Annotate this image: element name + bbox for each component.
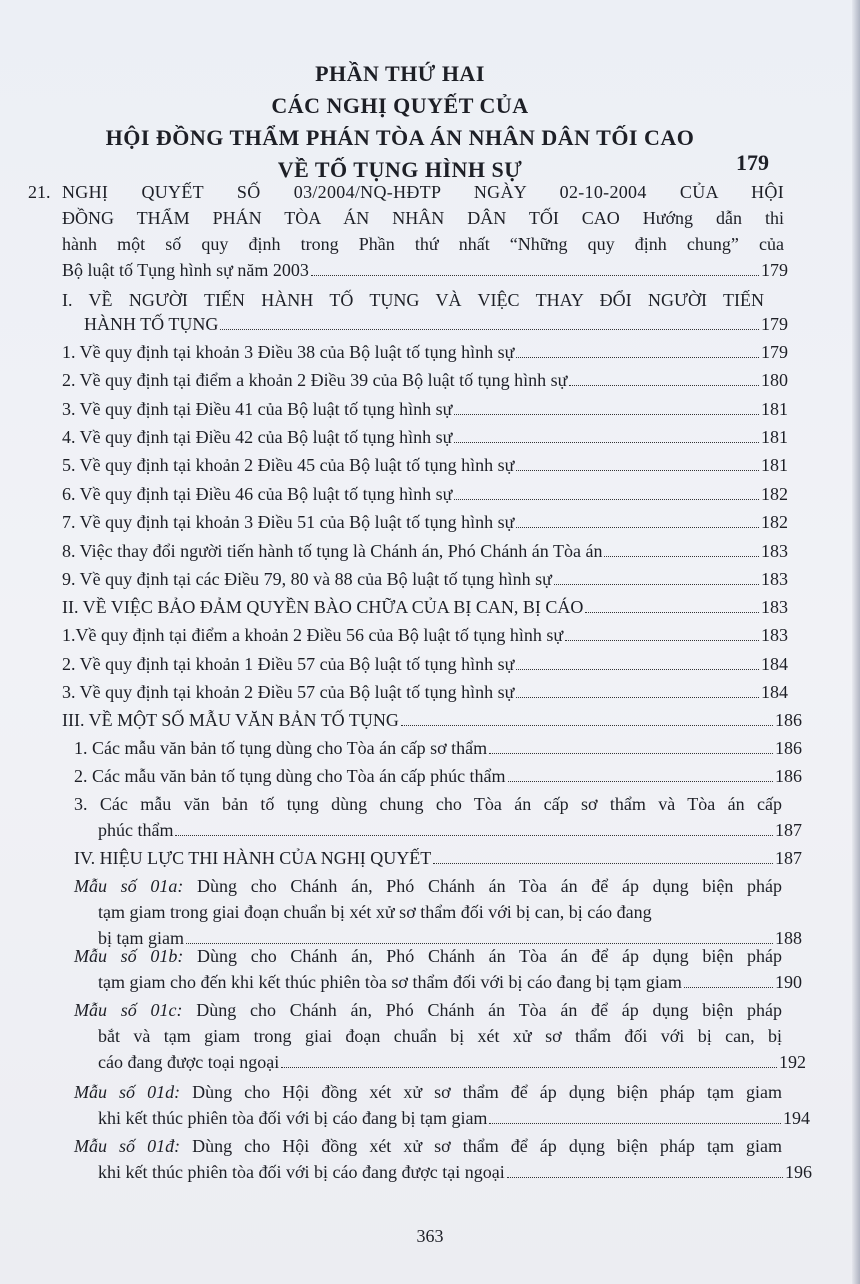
toc-page-number: 181 [761, 455, 788, 475]
toc-entry-text: 9. Về quy định tại các Điều 79, 80 và 88 của Bộ luật tố tụng hình sự [62, 569, 552, 589]
toc-entry-text: HÀNH TỐ TỤNG [84, 314, 219, 334]
toc-page-number: 186 [775, 766, 802, 786]
form-entry-line [98, 900, 802, 925]
form-entry-line: bắt và tạm giam trong giai đoạn chuẩn bị xét xử sơ thẩm đối với bị can, bị [98, 1026, 782, 1046]
toc-page-number: 194 [783, 1108, 810, 1128]
resolution-title-line: hành một số quy định trong Phần thứ nhất “Những quy định chung” của [62, 234, 784, 254]
toc-entry[interactable] [98, 1106, 810, 1131]
toc-entry[interactable] [74, 846, 802, 871]
toc-page-number: 184 [761, 654, 788, 674]
form-entry-line [74, 998, 782, 1023]
toc-entry[interactable] [98, 970, 802, 995]
dot-leader [454, 499, 759, 500]
form-description: Dùng cho Hội đồng xét xử sơ thẩm để áp dụng biện pháp tạm giam [180, 1082, 782, 1102]
resolution-title-line: NGHỊ QUYẾT SỐ 03/2004/NQ-HĐTP NGÀY 02-10-2004 CỦA HỘI [62, 182, 784, 202]
dot-leader [516, 527, 759, 528]
part-title-line: CÁC NGHỊ QUYẾT CỦA [271, 93, 529, 118]
toc-entry[interactable] [62, 623, 788, 648]
toc-entry-text: 1.Về quy định tại điểm a khoản 2 Điều 56 của Bộ luật tố tụng hình sự [62, 625, 564, 645]
toc-page-number: 196 [785, 1162, 812, 1182]
toc-entry[interactable] [62, 567, 788, 592]
dot-leader [565, 640, 759, 641]
toc-entry-text: 7. Về quy định tại khoản 3 Điều 51 của Bộ luật tố tụng hình sự [62, 512, 515, 532]
dot-leader [489, 1123, 781, 1124]
toc-entry[interactable] [98, 1160, 812, 1185]
toc-entry[interactable] [62, 510, 788, 535]
section-heading: I. VỀ NGƯỜI TIẾN HÀNH TỐ TỤNG VÀ VIỆC THAY ĐỔI NGƯỜI TIẾN [62, 290, 764, 310]
toc-entry-text: phúc thẩm [98, 820, 174, 840]
toc-entry-text: 2. Về quy định tại điểm a khoản 2 Điều 39 của Bộ luật tố tụng hình sự [62, 370, 568, 390]
toc-entry-text: 3. Về quy định tại Điều 41 của Bộ luật tố tụng hình sự [62, 399, 453, 419]
resolution-number: 21. [28, 182, 51, 202]
toc-page-number: 183 [761, 569, 788, 589]
dot-leader [507, 1177, 783, 1178]
toc-entry-text: tạm giam cho đến khi kết thúc phiên tòa sơ thẩm đối với bị cáo đang bị tạm giam [98, 972, 682, 992]
toc-page-number: 183 [761, 541, 788, 561]
dot-leader [281, 1067, 777, 1068]
part-title-line: VỀ TỐ TỤNG HÌNH SỰ [277, 157, 523, 182]
dot-leader [454, 414, 759, 415]
toc-entry-text: IV. HIỆU LỰC THI HÀNH CỦA NGHỊ QUYẾT [74, 848, 432, 868]
toc-entry[interactable] [62, 680, 788, 705]
form-entry-line [74, 874, 782, 899]
toc-entry-text: 2. Các mẫu văn bản tố tụng dùng cho Tòa án cấp phúc thẩm [74, 766, 506, 786]
page-number: 363 [416, 1226, 444, 1246]
form-label: Mẫu số 01b: [74, 946, 184, 966]
toc-entry[interactable] [62, 539, 788, 564]
toc-entry[interactable] [62, 453, 788, 478]
toc-entry[interactable] [74, 736, 802, 761]
dot-leader [175, 835, 773, 836]
toc-entry[interactable] [84, 312, 788, 337]
dot-leader [604, 556, 759, 557]
part-page-number: 179 [736, 150, 769, 175]
resolution-title-line: ĐỒNG THẨM PHÁN TÒA ÁN NHÂN DÂN TỐI CAO Hướng dẫn thi [62, 208, 784, 228]
toc-entry[interactable] [62, 340, 788, 365]
toc-entry[interactable] [62, 258, 788, 283]
toc-entry-text: khi kết thúc phiên tòa đối với bị cáo đang được tại ngoại [98, 1162, 505, 1182]
toc-page-number: 180 [761, 370, 788, 390]
toc-entry-text: 3. Về quy định tại khoản 2 Điều 57 của Bộ luật tố tụng hình sự [62, 682, 515, 702]
toc-entry-text: khi kết thúc phiên tòa đối với bị cáo đang bị tạm giam [98, 1108, 488, 1128]
part-heading [40, 58, 760, 186]
dot-leader [489, 753, 773, 754]
form-label: Mẫu số 01d: [74, 1082, 181, 1102]
toc-entry[interactable] [62, 368, 788, 393]
dot-leader [454, 442, 759, 443]
dot-leader [554, 584, 759, 585]
toc-entry-text: II. VỀ VIỆC BẢO ĐẢM QUYỀN BÀO CHỮA CỦA BỊ CAN, BỊ CÁO [62, 597, 584, 617]
dot-leader [516, 697, 759, 698]
dot-leader [401, 725, 773, 726]
dot-leader [433, 863, 773, 864]
form-description: Dùng cho Chánh án, Phó Chánh án Tòa án để áp dụng biện pháp [182, 1000, 783, 1020]
toc-entry-text: Bộ luật tố Tụng hình sự năm 2003 [62, 260, 309, 280]
toc-page-number: 186 [775, 738, 802, 758]
toc-entry[interactable] [98, 818, 802, 843]
toc-entry-text: III. VỀ MỘT SỐ MẪU VĂN BẢN TỐ TỤNG [62, 710, 399, 730]
toc-page-number: 186 [775, 710, 802, 730]
part-title-line: PHẦN THỨ HAI [315, 61, 485, 86]
toc-page-number: 181 [761, 427, 788, 447]
toc-page-number: 190 [775, 972, 802, 992]
toc-entry-text: 6. Về quy định tại Điều 46 của Bộ luật tố tụng hình sự [62, 484, 453, 504]
form-entry-line [74, 1080, 782, 1105]
toc-entry-text: 3. Các mẫu văn bản tố tụng dùng chung cho Tòa án cấp sơ thẩm và Tòa án cấp [74, 794, 782, 814]
dot-leader [508, 781, 773, 782]
form-label: Mẫu số 01c: [74, 1000, 183, 1020]
form-description: Dùng cho Chánh án, Phó Chánh án Tòa án để áp dụng biện pháp [183, 946, 782, 966]
form-label: Mẫu số 01a: [74, 876, 184, 896]
form-entry-line [74, 944, 782, 969]
form-label: Mẫu số 01đ: [74, 1136, 181, 1156]
toc-page-number: 192 [779, 1052, 806, 1072]
toc-entry[interactable] [62, 708, 802, 733]
part-title-line: HỘI ĐỒNG THẨM PHÁN TÒA ÁN NHÂN DÂN TỐI CAO [105, 125, 695, 150]
dot-leader [516, 669, 759, 670]
dot-leader [516, 470, 759, 471]
toc-page-number: 181 [761, 399, 788, 419]
toc-entry-text: 1. Các mẫu văn bản tố tụng dùng cho Tòa án cấp sơ thẩm [74, 738, 488, 758]
toc-page-number: 179 [761, 342, 788, 362]
form-description: Dùng cho Chánh án, Phó Chánh án Tòa án để áp dụng biện pháp [183, 876, 782, 896]
toc-entry-text: 5. Về quy định tại khoản 2 Điều 45 của Bộ luật tố tụng hình sự [62, 455, 515, 475]
dot-leader [220, 329, 759, 330]
form-entry-line [74, 1134, 782, 1159]
toc-page-number: 184 [761, 682, 788, 702]
toc-entry-text: bị tạm giam [98, 928, 184, 948]
toc-entry-text: 8. Việc thay đổi người tiến hành tố tụng là Chánh án, Phó Chánh án Tòa án [62, 541, 603, 561]
toc-page-number: 179 [761, 314, 788, 334]
toc-entry[interactable] [62, 425, 788, 450]
toc-entry-text: 1. Về quy định tại khoản 3 Điều 38 của Bộ luật tố tụng hình sự [62, 342, 515, 362]
toc-entry-text: cáo đang được toại ngoại [98, 1052, 280, 1072]
toc-entry[interactable] [62, 652, 788, 677]
dot-leader [516, 357, 759, 358]
toc-page-number: 182 [761, 512, 788, 532]
toc-page-number: 183 [761, 625, 788, 645]
toc-entry[interactable] [62, 595, 788, 620]
toc-entry[interactable] [74, 764, 802, 789]
dot-leader [569, 385, 759, 386]
toc-page-number: 188 [775, 928, 802, 948]
dot-leader [684, 987, 773, 988]
dot-leader [585, 612, 759, 613]
toc-entry[interactable] [62, 397, 788, 422]
form-description: tạm giam trong giai đoạn chuẩn bị xét xử sơ thẩm đối với bị can, bị cáo đang [98, 902, 652, 922]
toc-entry-text: 2. Về quy định tại khoản 1 Điều 57 của Bộ luật tố tụng hình sự [62, 654, 515, 674]
toc-page-number: 182 [761, 484, 788, 504]
toc-page-number: 183 [761, 597, 788, 617]
toc-entry[interactable] [62, 482, 788, 507]
toc-entry-text: 4. Về quy định tại Điều 42 của Bộ luật tố tụng hình sự [62, 427, 453, 447]
toc-page-number: 179 [761, 260, 788, 280]
form-description: Dùng cho Hội đồng xét xử sơ thẩm để áp dụng biện pháp tạm giam [180, 1136, 782, 1156]
toc-page-number: 187 [775, 820, 802, 840]
toc-page-number: 187 [775, 848, 802, 868]
page-edge-shadow [852, 0, 860, 1284]
dot-leader [311, 275, 759, 276]
toc-entry[interactable] [98, 1050, 806, 1075]
